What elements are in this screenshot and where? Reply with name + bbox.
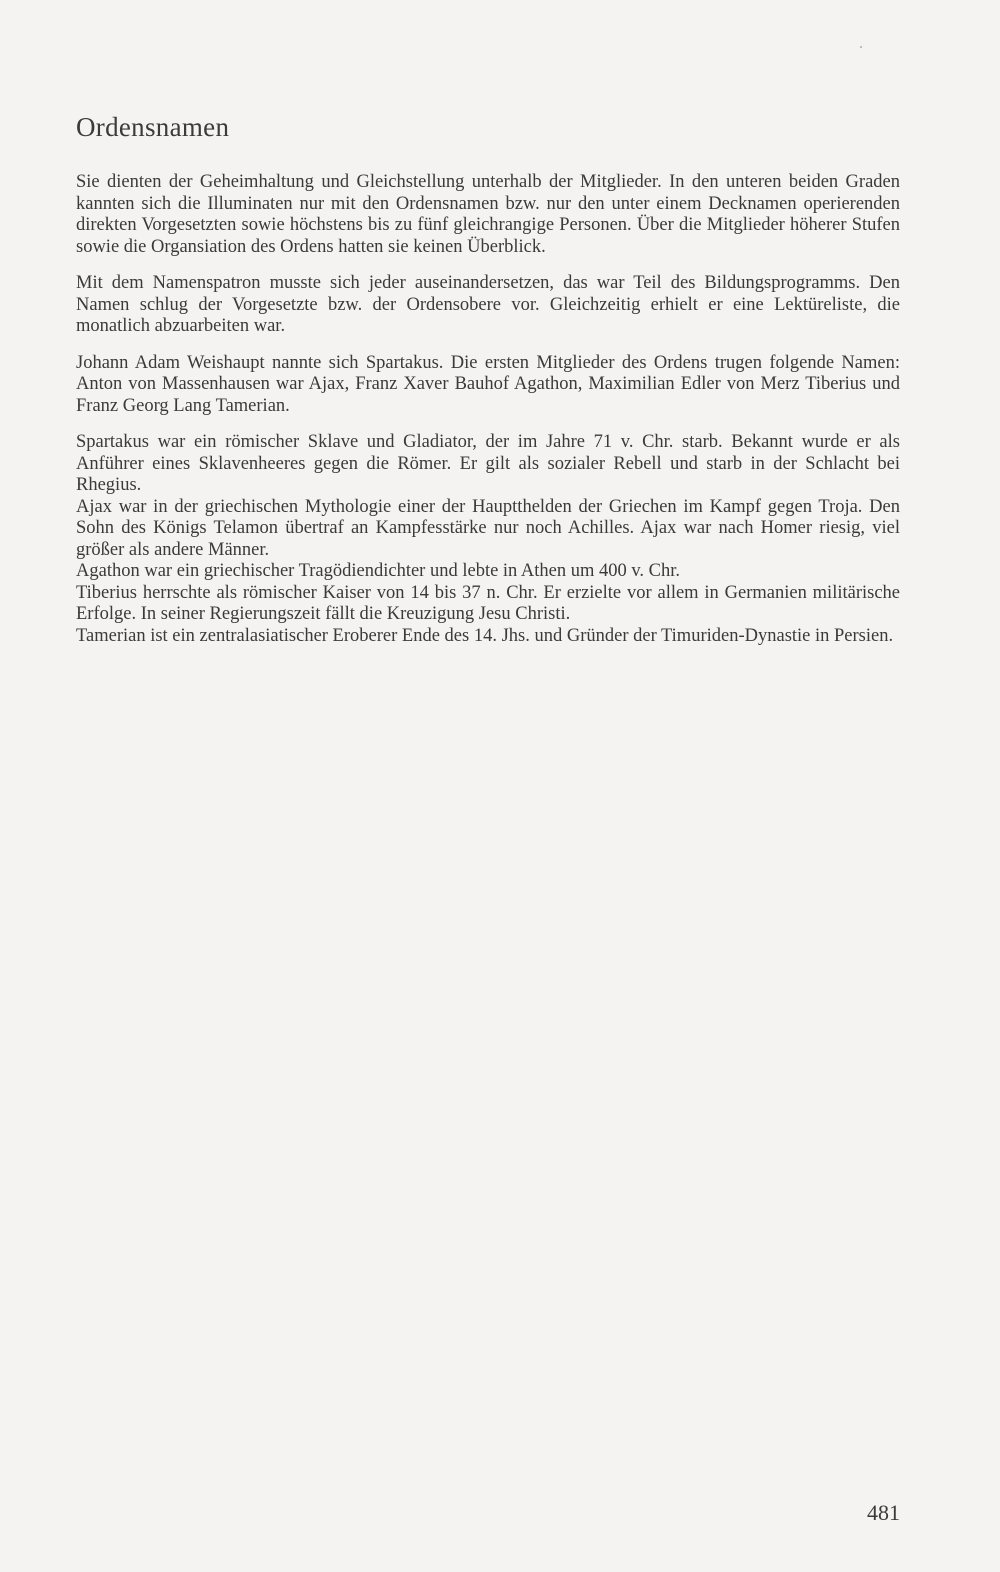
paragraph-agathon: Agathon war ein griechischer Tragödiendichter und lebte in Athen um 400 v. Chr. [76,561,681,581]
paragraph-name-patron: Mit dem Namenspatron musste sich jeder auseinandersetzen, das war Teil des Bildungsprogramms. Den Namen schlug der Vorgesetzte bzw. der Ordensobere vor. Gleichzeitig erhielt er eine Lektüreliste, die monatlich abzuarbeiten war. [76,273,900,336]
paragraph-secrecy: Sie dienten der Geheimhaltung und Gleichstellung unterhalb der Mitglieder. In den unteren beiden Graden kannten sich die Illuminaten nur mit den Ordensnamen bzw. nur den unter einem Decknamen operierenden direkten Vorgesetzten sowie höchstens bis zu fünf gleichrangige Personen. Über die Mitglieder höherer Stufen sowie die Organsiation des Ordens hatten sie keinen Überblick. [76,172,900,257]
paragraph-tiberius: Tiberius herrschte als römischer Kaiser von 14 bis 37 n. Chr. Er erzielte vor allem in Germanien militärische Erfolge. In seiner Regierungszeit fällt die Kreuzigung Jesu Christi. [76,582,900,624]
body-text [76,172,900,647]
paragraph-spartakus: Spartakus war ein römischer Sklave und Gladiator, der im Jahre 71 v. Chr. starb. Bekannt wurde er als Anführer eines Sklavenheeres gegen die Römer. Er gilt als sozialer Rebell und starb in der Schlacht bei Rhegius. [76,432,900,495]
paragraph-first-members: Johann Adam Weishaupt nannte sich Spartakus. Die ersten Mitglieder des Ordens trugen folgende Namen: Anton von Massenhausen war Ajax, Franz Xaver Bauhof Agathon, Maximilian Edler von Merz Tiberius und Franz Georg Lang Tamerian. [76,352,900,416]
page-number: 481 [867,1500,900,1525]
scan-speck [860,46,862,48]
paragraph-tamerian: Tamerian ist ein zentralasiatischer Eroberer Ende des 14. Jhs. und Gründer der Timuriden-Dynastie in Persien. [76,625,894,646]
paragraph-ajax: Ajax war in der griechischen Mythologie einer der Hauptthelden der Griechen im Kampf gegen Troja. Den Sohn des Königs Telamon übertraf an Kampfesstärke nur noch Achilles. Ajax war nach Homer riesig, viel größer als andere Männer. [76,496,900,560]
section-heading: Ordensnamen [76,112,230,142]
